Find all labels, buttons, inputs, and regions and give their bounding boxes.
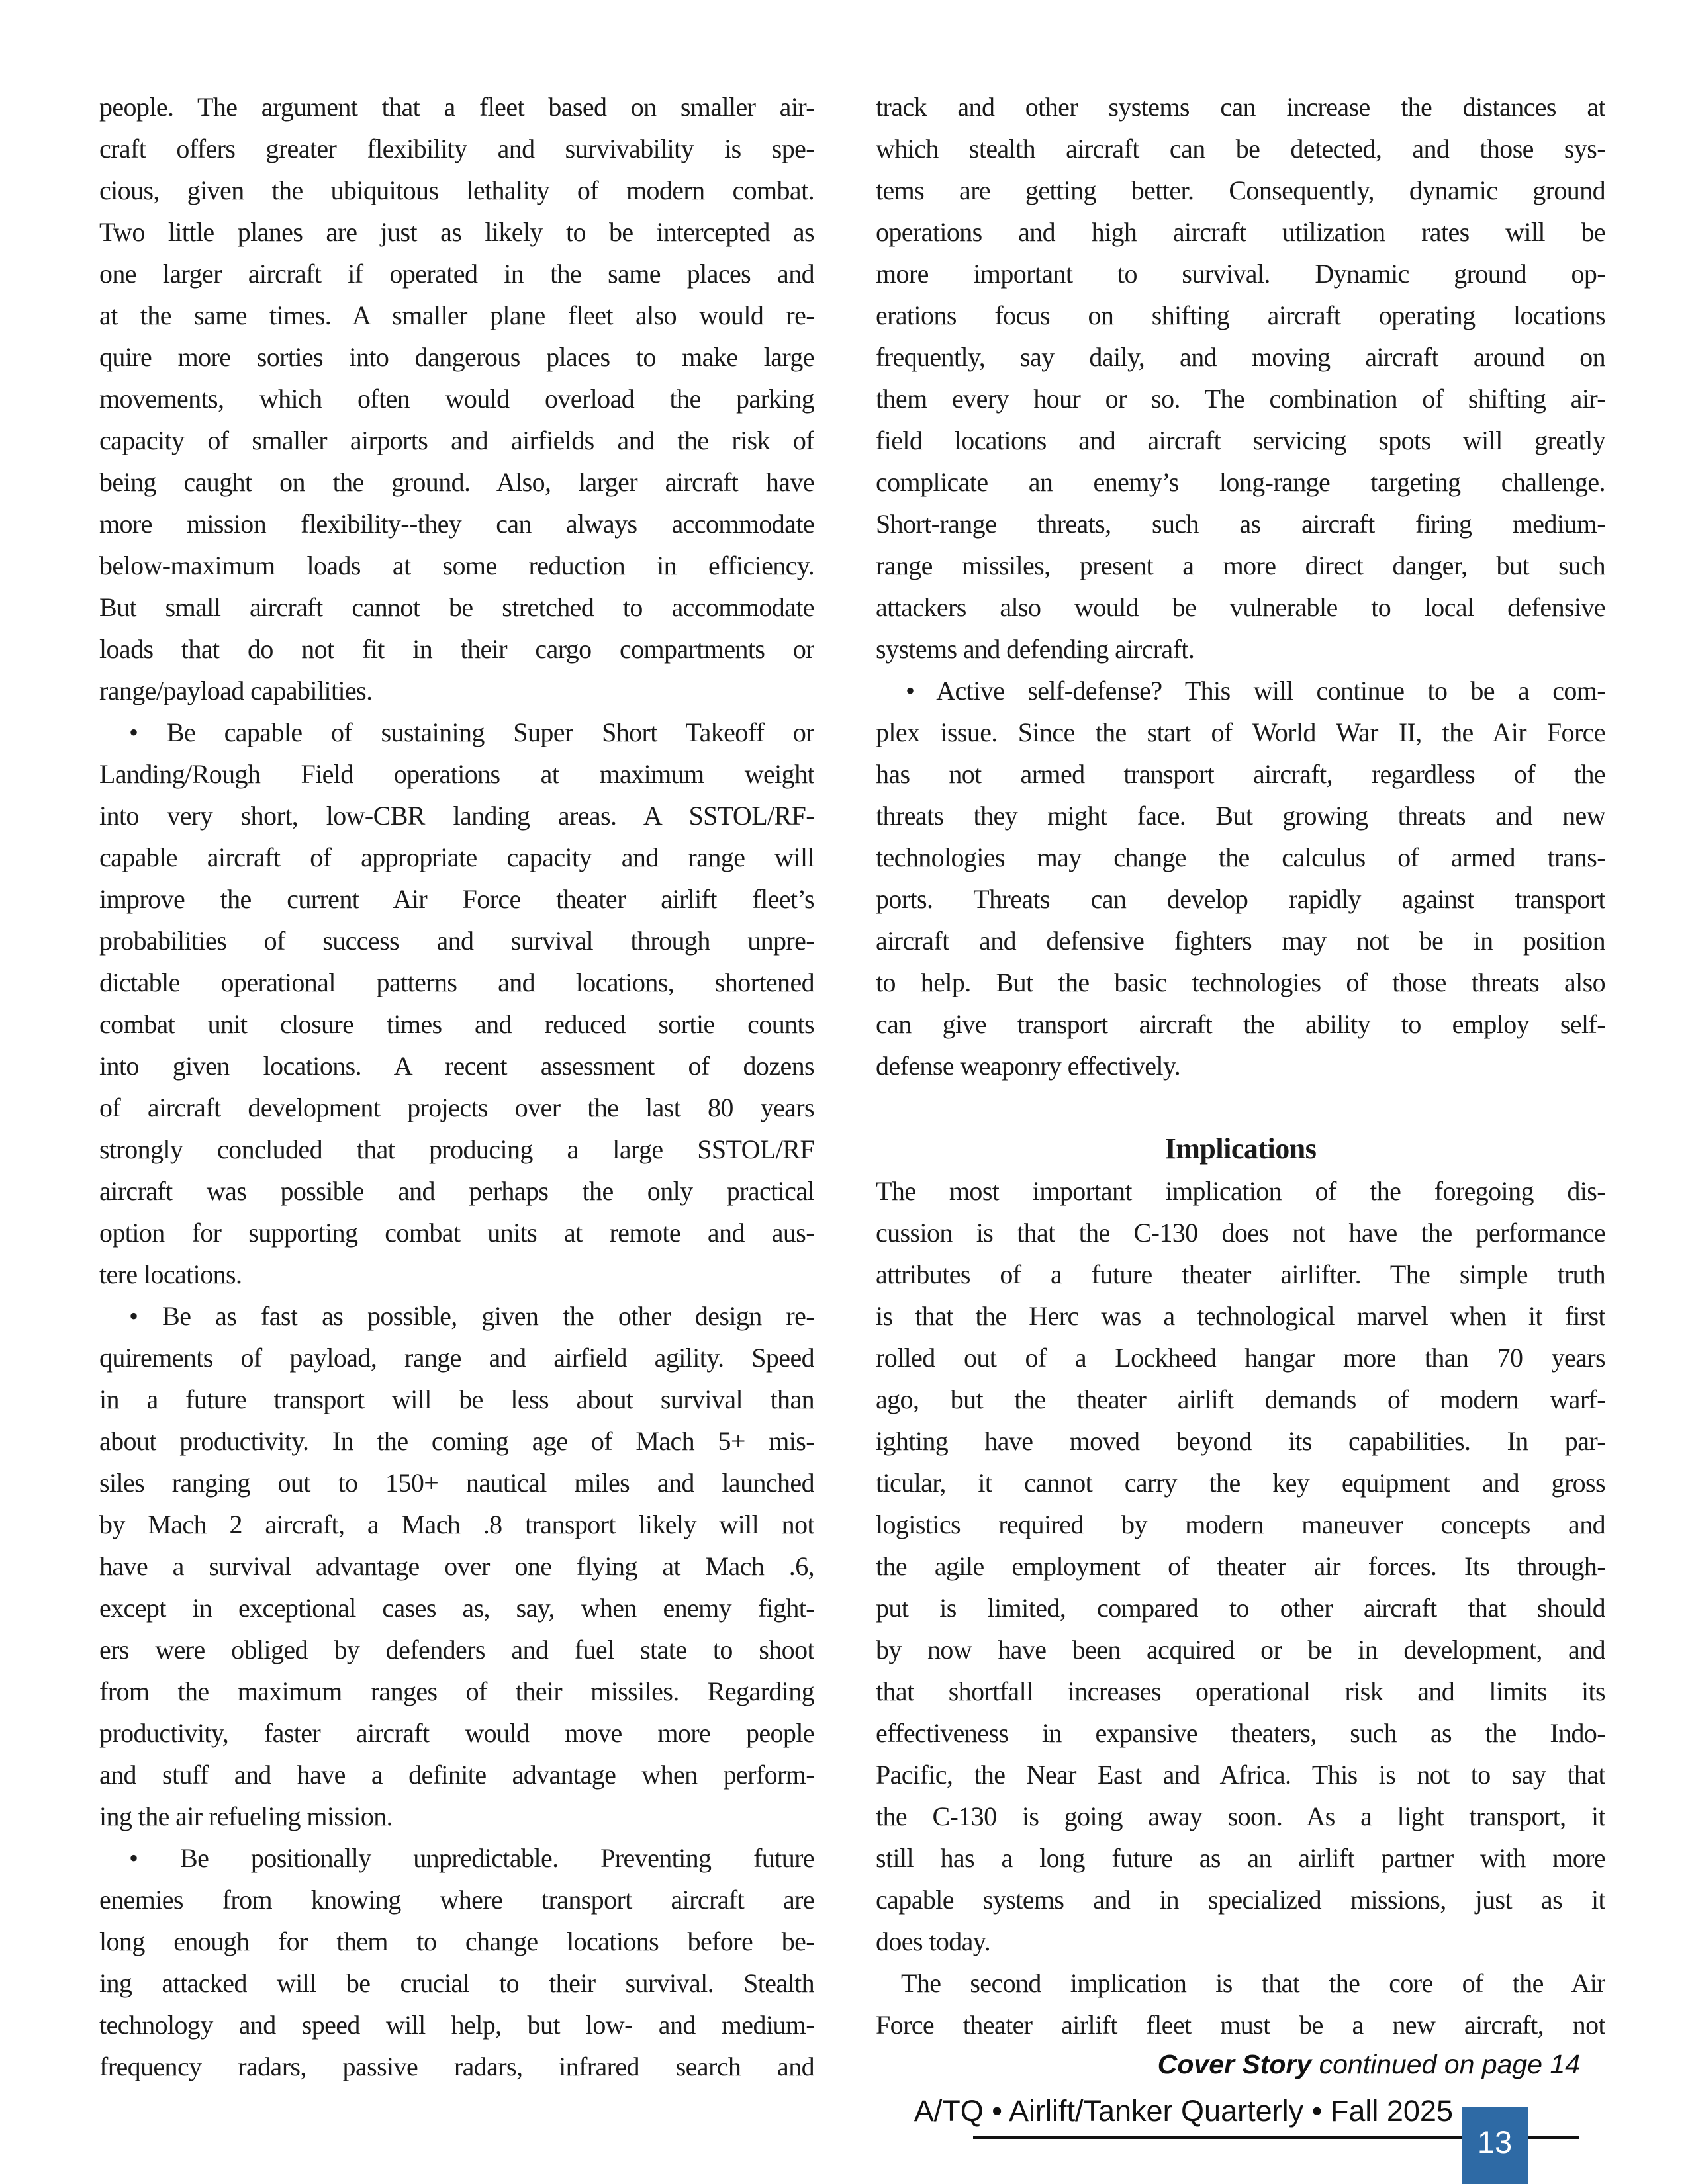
text-line: which stealth aircraft can be detected, and those sys- <box>876 134 1605 163</box>
text-line: more important to survival. Dynamic ground op- <box>876 259 1605 289</box>
text-line: about productivity. In the coming age of Mach 5+ mis- <box>99 1426 814 1456</box>
text-line: craft offers greater flexibility and survivability is spe- <box>99 134 814 163</box>
text-line: by now have been acquired or be in development, and <box>876 1635 1605 1664</box>
text-line: capable systems and in specialized missions, just as it <box>876 1885 1605 1915</box>
text-line: rolled out of a Lockheed hangar more than 70 years <box>876 1343 1605 1373</box>
text-line: by Mach 2 aircraft, a Mach .8 transport likely will not <box>99 1510 814 1539</box>
text-line: strongly concluded that producing a large SSTOL/RF <box>99 1134 814 1164</box>
text-line: technology and speed will help, but low- and medium- <box>99 2010 814 2040</box>
text-line: enemies from knowing where transport aircraft are <box>99 1885 814 1915</box>
text-line: frequently, say daily, and moving aircraft around on <box>876 342 1605 372</box>
text-line: does today. <box>876 1927 990 1956</box>
text-line: Force theater airlift fleet must be a new aircraft, not <box>876 2010 1605 2040</box>
cover-story-jumpline <box>876 2049 1580 2080</box>
text-line: attributes of a future theater airlifter. The simple truth <box>876 1259 1605 1289</box>
text-line: that shortfall increases operational risk and limits its <box>876 1676 1605 1706</box>
page-number: 13 <box>1477 2124 1513 2160</box>
text-line: frequency radars, passive radars, infrared search and <box>99 2052 814 2081</box>
text-line: long enough for them to change locations before be- <box>99 1927 814 1956</box>
text-line: and stuff and have a definite advantage when perform- <box>99 1760 814 1790</box>
text-line: cious, given the ubiquitous lethality of modern combat. <box>99 175 814 205</box>
text-line: systems and defending aircraft. <box>876 634 1195 664</box>
text-line: is that the Herc was a technological marvel when it first <box>876 1301 1605 1331</box>
text-line: ing the air refueling mission. <box>99 1801 393 1831</box>
text-line: movements, which often would overload the parking <box>99 384 814 414</box>
journal-footer-text: A/TQ • Airlift/Tanker Quarterly • Fall 2025 <box>914 2094 1453 2128</box>
left-text-column <box>99 86 814 2087</box>
text-line: effectiveness in expansive theaters, such as the Indo- <box>876 1718 1605 1748</box>
text-line: ago, but the theater airlift demands of modern warf- <box>876 1385 1605 1414</box>
text-line: from the maximum ranges of their missiles. Regarding <box>99 1676 814 1706</box>
text-line: have a survival advantage over one flying at Mach .6, <box>99 1551 814 1581</box>
cover-story-label: Cover Story <box>1157 2049 1312 2079</box>
text-line: • Be as fast as possible, given the other design re- <box>129 1301 814 1331</box>
text-line: The most important implication of the foregoing dis- <box>876 1176 1605 1206</box>
text-line: capacity of smaller airports and airfields and the risk of <box>99 426 814 455</box>
text-line: track and other systems can increase the distances at <box>876 92 1605 122</box>
text-line: can give transport aircraft the ability to employ self- <box>876 1009 1605 1039</box>
text-line: ighting have moved beyond its capabilities. In par- <box>876 1426 1605 1456</box>
text-line: into very short, low-CBR landing areas. A SSTOL/RF- <box>99 801 814 831</box>
text-line: still has a long future as an airlift partner with more <box>876 1843 1605 1873</box>
text-line: • Be capable of sustaining Super Short Takeoff or <box>129 717 814 747</box>
section-heading: Implications <box>1164 1132 1317 1165</box>
cover-story-continued-text: continued on page 14 <box>1319 2049 1580 2079</box>
text-line: threats they might face. But growing threats and new <box>876 801 1605 831</box>
text-line: has not armed transport aircraft, regardless of the <box>876 759 1605 789</box>
text-line: attackers also would be vulnerable to local defensive <box>876 592 1605 622</box>
text-line: tems are getting better. Consequently, dynamic ground <box>876 175 1605 205</box>
text-line: • Active self-defense? This will continue to be a com- <box>906 676 1605 705</box>
right-text-column <box>876 86 1605 2046</box>
text-line: logistics required by modern maneuver concepts and <box>876 1510 1605 1539</box>
text-line: more mission flexibility--they can always accommodate <box>99 509 814 539</box>
text-line: tere locations. <box>99 1259 242 1289</box>
text-line: ticular, it cannot carry the key equipment and gross <box>876 1468 1605 1498</box>
text-line: aircraft and defensive fighters may not be in position <box>876 926 1605 956</box>
text-line: ports. Threats can develop rapidly against transport <box>876 884 1605 914</box>
text-line: Short-range threats, such as aircraft firing medium- <box>876 509 1605 539</box>
text-line: the agile employment of theater air forces. Its through- <box>876 1551 1605 1581</box>
text-line: probabilities of success and survival through unpre- <box>99 926 814 956</box>
text-line: technologies may change the calculus of armed trans- <box>876 842 1605 872</box>
text-line: option for supporting combat units at remote and aus- <box>99 1218 814 1248</box>
text-line: into given locations. A recent assessment of dozens <box>99 1051 814 1081</box>
text-line: ers were obliged by defenders and fuel state to shoot <box>99 1635 814 1664</box>
text-line: cussion is that the C-130 does not have the performance <box>876 1218 1605 1248</box>
text-line: improve the current Air Force theater airlift fleet’s <box>99 884 814 914</box>
text-line: in a future transport will be less about survival than <box>99 1385 814 1414</box>
text-line: except in exceptional cases as, say, when enemy fight- <box>99 1593 814 1623</box>
text-line: range/payload capabilities. <box>99 676 373 705</box>
text-line: capable aircraft of appropriate capacity and range will <box>99 842 814 872</box>
text-line: put is limited, compared to other aircraft that should <box>876 1593 1605 1623</box>
text-line: defense weaponry effectively. <box>876 1051 1181 1081</box>
text-line: siles ranging out to 150+ nautical miles and launched <box>99 1468 814 1498</box>
text-line: at the same times. A smaller plane fleet also would re- <box>99 300 814 330</box>
text-line: • Be positionally unpredictable. Preventing future <box>129 1843 814 1873</box>
text-line: of aircraft development projects over the last 80 years <box>99 1093 814 1122</box>
text-line: erations focus on shifting aircraft operating locations <box>876 300 1605 330</box>
text-line: to help. But the basic technologies of those threats also <box>876 968 1605 997</box>
text-line: being caught on the ground. Also, larger aircraft have <box>99 467 814 497</box>
text-line: below-maximum loads at some reduction in efficiency. <box>99 551 814 580</box>
text-line: quire more sorties into dangerous places to make large <box>99 342 814 372</box>
text-line: Two little planes are just as likely to be intercepted as <box>99 217 814 247</box>
text-line: dictable operational patterns and locations, shortened <box>99 968 814 997</box>
text-line: field locations and aircraft servicing spots will greatly <box>876 426 1605 455</box>
text-line: The second implication is that the core of the Air <box>901 1968 1605 1998</box>
text-line: range missiles, present a more direct danger, but such <box>876 551 1605 580</box>
text-line: one larger aircraft if operated in the same places and <box>99 259 814 289</box>
text-line: But small aircraft cannot be stretched to accommodate <box>99 592 814 622</box>
text-line: plex issue. Since the start of World War II, the Air Force <box>876 717 1605 747</box>
text-line: Landing/Rough Field operations at maximum weight <box>99 759 814 789</box>
text-line: complicate an enemy’s long-range targeting challenge. <box>876 467 1605 497</box>
text-line: them every hour or so. The combination of shifting air- <box>876 384 1605 414</box>
text-line: loads that do not fit in their cargo compartments or <box>99 634 814 664</box>
text-line: operations and high aircraft utilization rates will be <box>876 217 1605 247</box>
text-line: productivity, faster aircraft would move more people <box>99 1718 814 1748</box>
text-line: Pacific, the Near East and Africa. This is not to say that <box>876 1760 1605 1790</box>
text-line: combat unit closure times and reduced sortie counts <box>99 1009 814 1039</box>
text-line: people. The argument that a fleet based on smaller air- <box>99 92 814 122</box>
text-line: aircraft was possible and perhaps the only practical <box>99 1176 814 1206</box>
text-line: the C-130 is going away soon. As a light transport, it <box>876 1801 1605 1831</box>
text-line: quirements of payload, range and airfield agility. Speed <box>99 1343 814 1373</box>
text-line: ing attacked will be crucial to their survival. Stealth <box>99 1968 814 1998</box>
page-number-badge <box>1462 2107 1528 2184</box>
